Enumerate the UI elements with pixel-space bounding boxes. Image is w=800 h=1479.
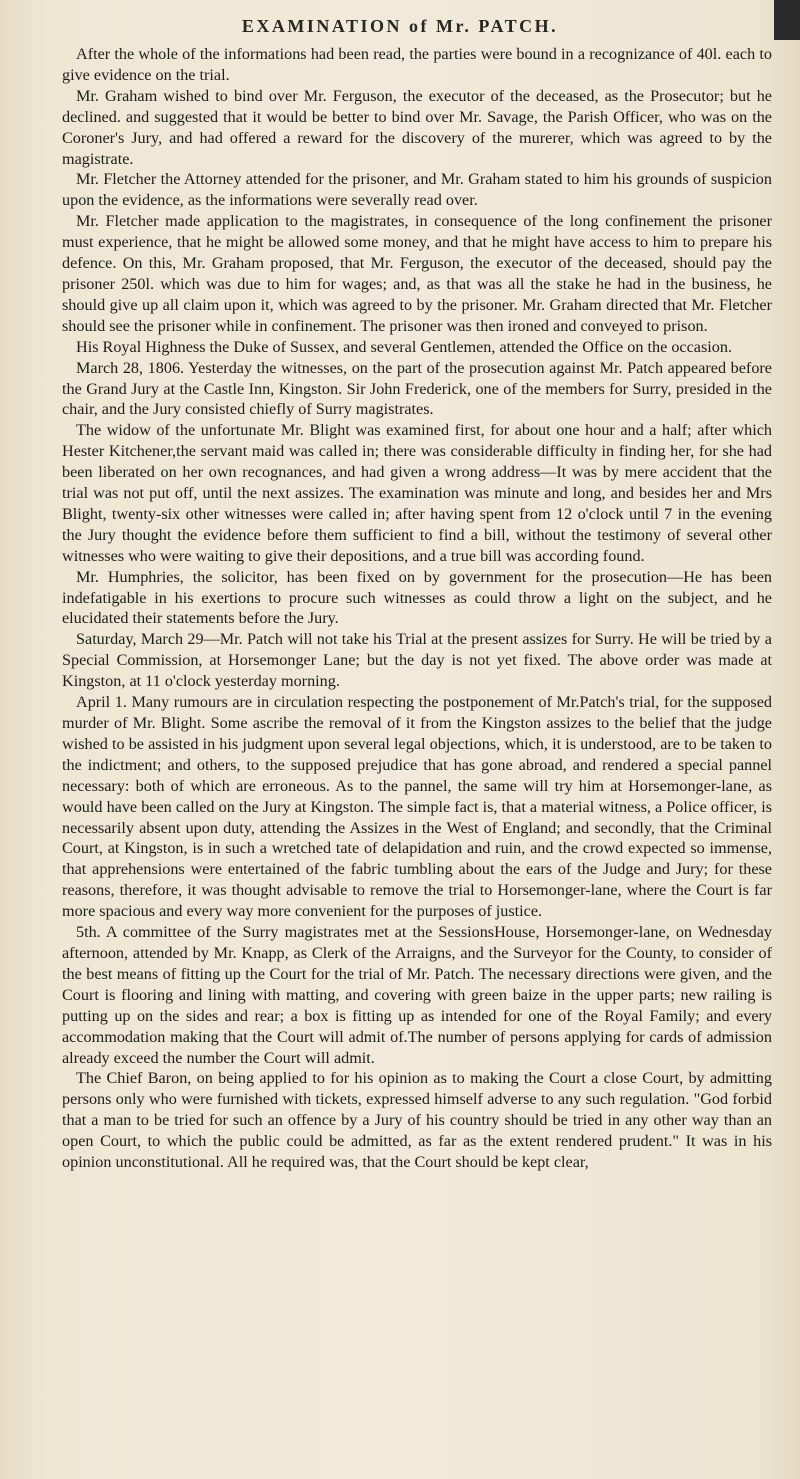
paragraph-committee: 5th. A committee of the Surry magistrates met at the SessionsHouse, Horsemonger-lane, on Wednesday afternoon, attended by Mr. Knapp, as Clerk of the Arraigns, and the Surveyor for the County, to consider of the best means of fitting up the Court for the trial of Mr. Patch. The necessary directions were given, and the Court is flooring and lining with matting, and covering with green baize in the upper parts; new railing is putting up on the sides and rear; a box is fitting up as intended for one of the Royal Family; and every accommodation making that the Court will admit of.The number of persons applying for cards of admission already exceed the number the Court will admit. <box>62 923 772 1067</box>
paragraph-prosecutor: Mr. Graham wished to bind over Mr. Ferguson, the executor of the deceased, as the Prosecutor; but he declined. and suggested that it would be better to bind over Mr. Savage, the Parish Officer, who was on the Coroner's Jury, and had offered a reward for the discovery of the murerer, which was agreed to by the magistrate. <box>62 86 772 168</box>
article-heading: EXAMINATION of Mr. PATCH. <box>241 16 559 36</box>
paragraph-grand-jury: March 28, 1806. Yesterday the witnesses, on the part of the prosecution against Mr. Patch appeared before the Grand Jury at the Castle Inn, Kingston. Sir John Frederick, one of the members for Surry, presided in the chair, and the Jury consisted chiefly of Surry magistrates. <box>62 358 772 419</box>
paragraph-chief-baron: The Chief Baron, on being applied to for his opinion as to making the Court a close Court, by admitting persons only who were furnished with tickets, expressed himself adverse to any such regulation. "God forbid that a man to be tried for such an offence by a Jury of his country should be tried in any other way than an open Court, to which the public could be admitted, as far as the extent rendered prudent." It was in his opinion unconstitutional. All he required was, that the Court should be kept clear, <box>62 1069 772 1172</box>
paragraph-recognizance: After the whole of the informations had been read, the parties were bound in a recognizance of 40l. each to give evidence on the trial. <box>62 45 772 84</box>
paragraph-solicitor: Mr. Humphries, the solicitor, has been fixed on by government for the prosecution—He has been indefatigable in his exertions to procure such witnesses as could throw a light on the subject, and he elucidated their statements before the Jury. <box>62 567 772 628</box>
paragraph-postponement: April 1. Many rumours are in circulation respecting the postponement of Mr.Patch's trial, for the supposed murder of Mr. Blight. Some ascribe the removal of it from the Kingston assizes to the belief that the judge wished to be assisted in his judgment upon several legal objections, which, it is understood, are to be taken to the indictment; and others, to the supposed prejudice that has gone abroad, and rendered a special pannel necessary: both of which are erroneous. As to the pannel, the same will try him at Horsemonger-lane, as would have been called on the Jury at Kingston. The simple fact is, that a material witness, a Police officer, is necessarily absent upon duty, attending the Assizes in the West of England; and secondly, that the Criminal Court, at Kingston, is in such a wretched tate of delapidation and ruin, and the crowd expected so immense, that apprehensions were entertained of the fabric tumbling about the ears of the Judge and Jury; for these reasons, therefore, it was thought advisable to remove the trial to Horsemonger-lane, where the Court is far more spacious and every way more convenient for the purposes of justice. <box>62 693 772 921</box>
paragraph-application: Mr. Fletcher made application to the magistrates, in consequence of the long confinement the prisoner must experience, that he might be allowed some money, and that he might have access to him to prepare his defence. On this, Mr. Graham proposed, that Mr. Ferguson, the executor of the deceased, should pay the prisoner 250l. which was due to him for wages; and, as that was all the stake he had in the business, he should give up all claim upon it, which was agreed to by the prisoner. Mr. Graham directed that Mr. Fletcher should see the prisoner while in confinement. The prisoner was then ironed and conveyed to prison. <box>62 212 772 335</box>
paragraph-attorney: Mr. Fletcher the Attorney attended for the prisoner, and Mr. Graham stated to him his grounds of suspicion upon the evidence, as the informations were severally read over. <box>62 170 772 210</box>
paragraph-widow: The widow of the unfortunate Mr. Blight was examined first, for about one hour and a half; after which Hester Kitchener,the servant maid was called in; there was considerable difficulty in finding her, for she had been liberated on her own recognances, and had given a wrong address—It was by mere accident that the trial was not put off, until the next assizes. The examination was minute and long, and besides her and Mrs Blight, twenty-six other witnesses were called in; after having spent from 12 o'clock until 7 in the evening the Jury thought the evidence before them sufficient to find a bill, without the testimony of several other witnesses who were waiting to give their depositions, and a true bill was according found. <box>62 421 772 565</box>
article-body <box>62 44 772 1173</box>
paragraph-duke-of-sussex: His Royal Highness the Duke of Sussex, and several Gentlemen, attended the Office on the occasion. <box>76 337 733 356</box>
paragraph-special-commission: Saturday, March 29—Mr. Patch will not take his Trial at the present assizes for Surry. He will be tried by a Special Commission, at Horsemonger Lane; but the day is not yet fixed. The above order was made at Kingston, at 11 o'clock yesterday morning. <box>62 630 772 691</box>
